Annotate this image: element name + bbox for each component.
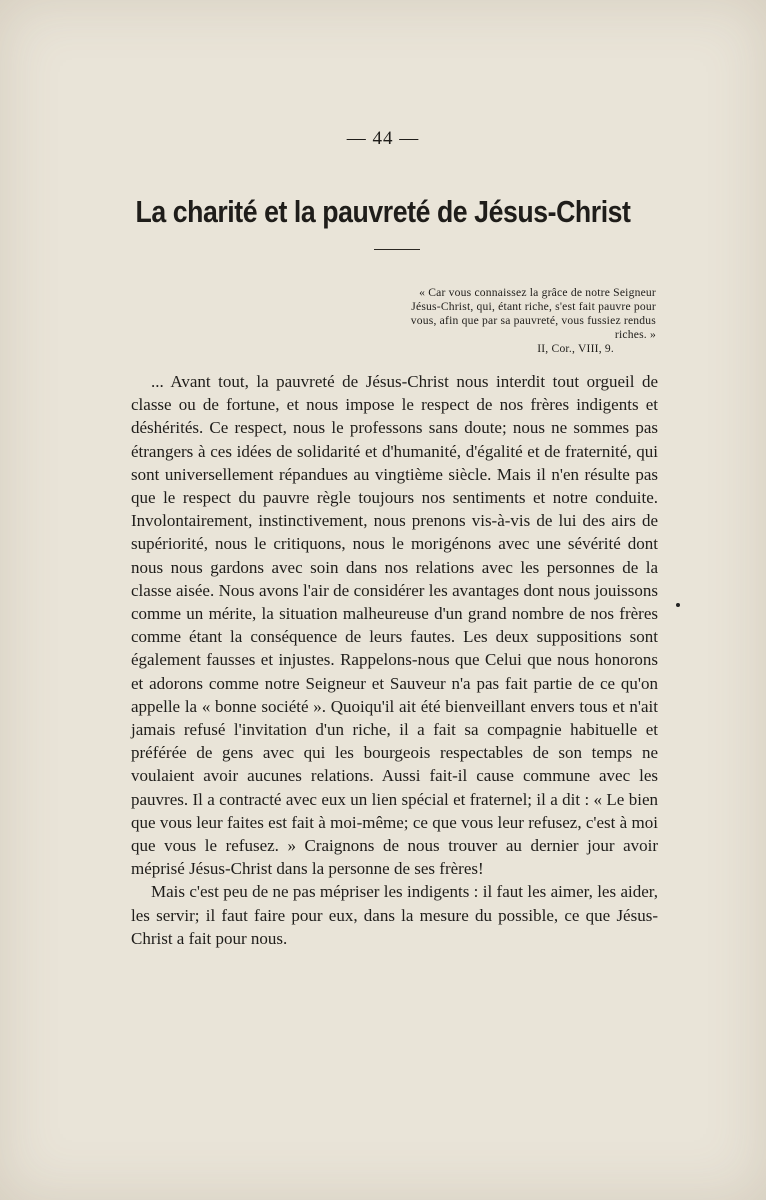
title-divider	[374, 249, 420, 250]
page-number: — 44 —	[346, 128, 420, 149]
margin-mark	[676, 603, 680, 607]
epigraph	[402, 286, 656, 356]
chapter-title: La charité et la pauvreté de Jésus-Christ	[135, 194, 631, 229]
epigraph-reference: II, Cor., VIII, 9.	[537, 342, 614, 355]
paragraph-2: Mais c'est peu de ne pas mépriser les indigents : il faut les aimer, les aider, les servir; il faut faire pour eux, dans la mesure du possible, ce que Jésus-Christ a fait pour nous.	[131, 882, 658, 948]
paragraph-1: ... Avant tout, la pauvreté de Jésus-Christ nous interdit tout orgueil de classe ou de fortune, et nous impose le respect de nos frères indigents et déshérités. Ce respect, nous le professons sans doute; nous ne sommes pas étrangers à ces idées de solidarité et d'humanité, d'égalité et de fraternité, qui sont universellement répandues au vingtième siècle. Mais il n'en résulte pas que le respect du pauvre règle toujours nos sentiments et notre conduite. Involontairement, instinctivement, nous prenons vis-à-vis de lui des airs de supériorité, nous le critiquons, nous le morigénons avec une sévérité dont nous nous gardons avec soin dans nos relations avec les personnes de la classe aisée. Nous avons l'air de considérer les avantages dont nous jouissons comme un mérite, la situation malheureuse d'un grand nombre de nos frères comme étant la conséquence de leurs fautes. Les deux suppositions sont également fausses et injustes. Rappelons-nous que Celui que nous honorons et adorons comme notre Seigneur et Sauveur n'a pas fait partie de ce qu'on appelle la « bonne société ». Quoiqu'il ait été bienveillant envers tous et n'ait jamais refusé l'invitation d'un riche, il a fait sa compagnie habituelle et préférée de gens avec qui les bourgeois respectables de son temps ne voulaient avoir aucunes relations. Aussi fait-il cause commune avec les pauvres. Il a contracté avec eux un lien spécial et fraternel; il a dit : « Le bien que vous leur faites est fait à moi-même; ce que vous leur refusez, c'est à moi que vous le refusez. » Craignons de nous trouver au dernier jour avoir méprisé Jésus-Christ dans la personne de ses frères!	[131, 372, 658, 879]
body-text	[131, 370, 658, 950]
epigraph-text: « Car vous connaissez la grâce de notre Seigneur Jésus-Christ, qui, étant riche, s'est fait pauvre pour vous, afin que par sa pauvreté, vous fussiez rendus riches. »	[410, 286, 656, 341]
